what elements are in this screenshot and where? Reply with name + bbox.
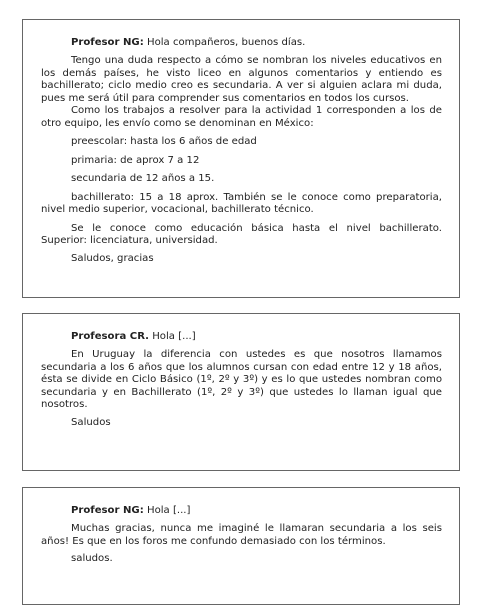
post-greeting: Hola [...] [143,505,191,516]
post-list-item: primaria: de aprox 7 a 12 [71,154,200,166]
post-greeting: Hola [...] [149,331,196,342]
post-signoff: Saludos, gracias [71,253,154,265]
post-header [41,505,442,518]
forum-post-3 [22,487,460,605]
post-author: Profesor NG: [71,37,144,48]
post-header [41,331,442,344]
post-paragraph: En Uruguay la diferencia con ustedes es que nosotros llamamos secundaria a los 6 años que los alumnos cursan con edad entre 12 y 18 años, ésta se divide en Ciclo Básico (1º, 2º y 3º) y es lo que ustedes nombran como secundaria y en Bachillerato (1º, 2º y 3º) que ustedes lo llaman igual que nosotros. [41,349,442,411]
post-signoff: saludos. [71,553,113,565]
post-paragraph: Muchas gracias, nunca me imaginé le llamaran secundaria a los seis años! Es que en los foros me confundo demasiado con los términos. [41,523,442,547]
post-signoff: Saludos [71,417,111,429]
post-author: Profesora CR. [71,331,149,342]
post-paragraph: Tengo una duda respecto a cómo se nombran los niveles educativos en los demás países, he visto liceo en algunos comentarios y entiendo es bachillerato; ciclo medio creo es secundaria. A ver si alguien aclara mi duda, pues me será útil para comprender sus comentarios en todos los cursos. [41,55,442,104]
post-header [41,37,442,50]
post-list-item: preescolar: hasta los 6 años de edad [71,136,257,148]
post-paragraph: Se le conoce como educación básica hasta el nivel bachillerato. Superior: licenciatura, universidad. [41,222,442,247]
post-author: Profesor NG: [71,505,144,516]
post-list-item: secundaria de 12 años a 15. [71,173,215,185]
post-paragraph: Como los trabajos a resolver para la actividad 1 corresponden a los de otro equipo, les envío como se denominan en México: [41,105,442,130]
post-list-item: bachillerato: 15 a 18 aprox. También se le conoce como preparatoria, nivel medio superior, vocacional, bachillerato técnico. [41,191,442,216]
forum-post-2 [22,313,460,471]
post-greeting: Hola compañeros, buenos días. [143,37,306,48]
forum-post-1 [22,19,460,298]
